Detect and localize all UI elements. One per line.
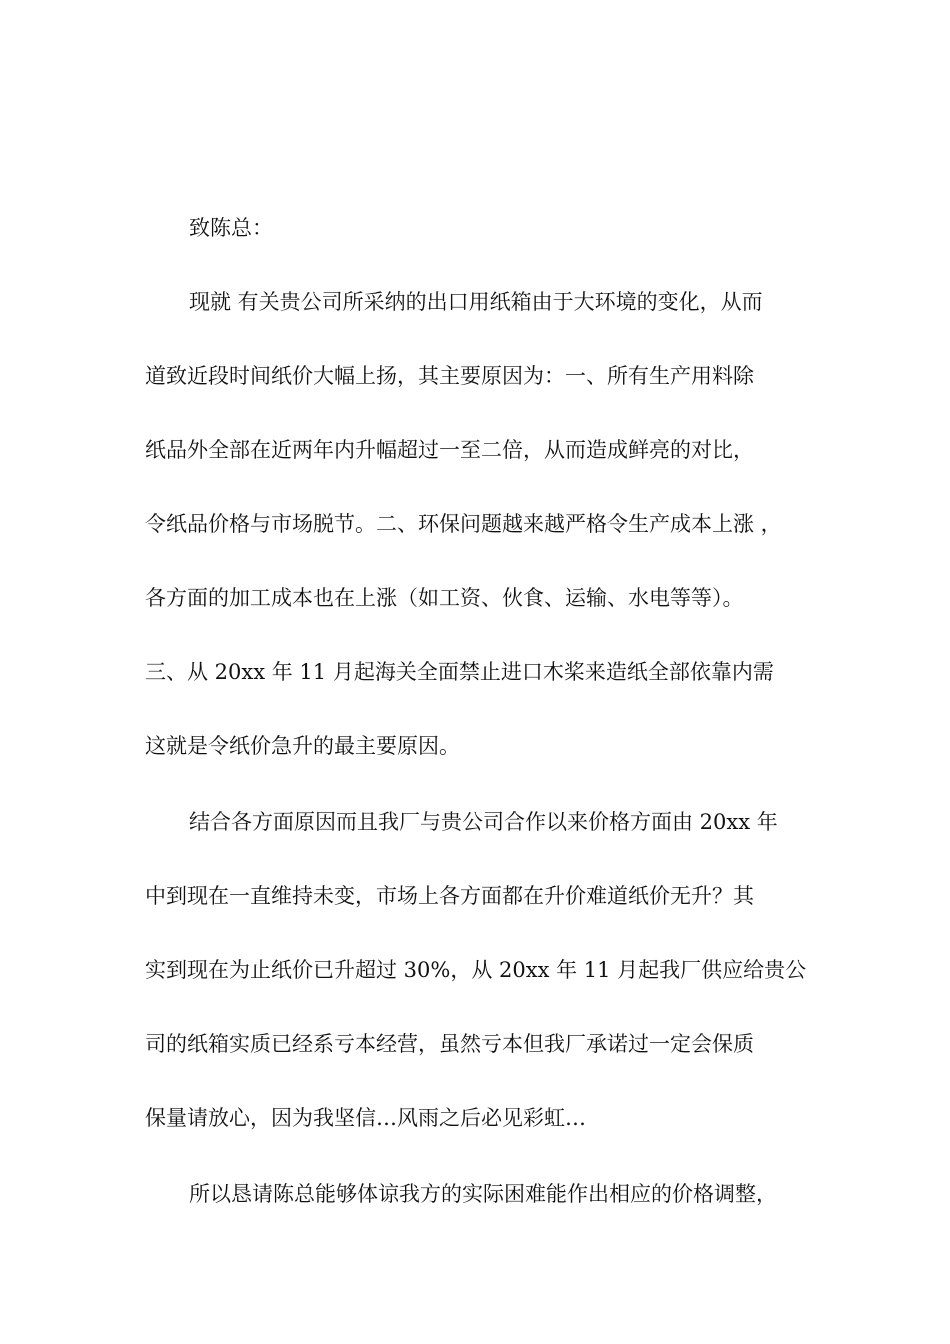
paragraph-1-line-7: 这就是令纸价急升的最主要原因。 bbox=[145, 734, 460, 758]
paragraph-1-line-2: 道致近段时间纸价大幅上扬，其主要原因为：一、所有生产用料除 bbox=[145, 364, 754, 388]
paragraph-2-line-3: 实到现在为止纸价已升超过 30%，从 20xx 年 11 月起我厂供应给贵公 bbox=[145, 958, 807, 982]
paragraph-2-line-1: 结合各方面原因而且我厂与贵公司合作以来价格方面由 20xx 年 bbox=[189, 810, 778, 834]
paragraph-1-line-4: 令纸品价格与市场脱节。二、环保问题越来越严格令生产成本上涨 ， bbox=[145, 512, 782, 536]
paragraph-1-line-3: 纸品外全部在近两年内升幅超过一至二倍，从而造成鲜亮的对比， bbox=[145, 438, 754, 462]
salutation: 致陈总： bbox=[189, 216, 273, 240]
paragraph-2-line-2: 中到现在一直维持未变，市场上各方面都在升价难道纸价无升？其 bbox=[145, 884, 754, 908]
paragraph-1-line-5: 各方面的加工成本也在上涨（如工资、伙食、运输、水电等等）。 bbox=[145, 586, 744, 610]
paragraph-2-line-5: 保量请放心，因为我坚信…风雨之后必见彩虹… bbox=[145, 1106, 586, 1130]
paragraph-1-line-6: 三、从 20xx 年 11 月起海关全面禁止进口木桨来造纸全部依靠内需 bbox=[145, 660, 774, 684]
paragraph-2-line-4: 司的纸箱实质已经系亏本经营，虽然亏本但我厂承诺过一定会保质 bbox=[145, 1032, 754, 1056]
paragraph-1-line-1: 现就 有关贵公司所采纳的出口用纸箱由于大环境的变化，从而 bbox=[189, 290, 763, 314]
paragraph-3-line-1: 所以恳请陈总能够体谅我方的实际困难能作出相应的价格调整， bbox=[189, 1182, 777, 1206]
